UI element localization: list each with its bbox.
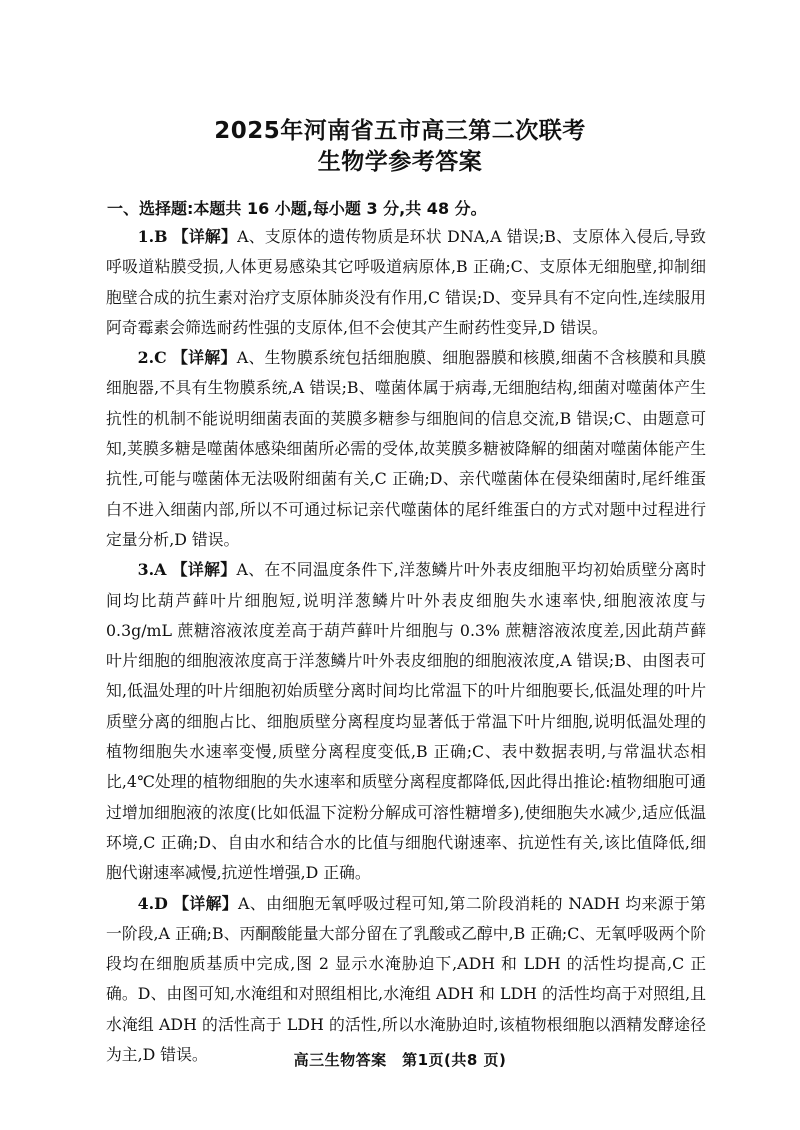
answer-item [106,555,706,888]
answer-text: A、支原体的遗传物质是环状 DNA,A 错误;B、支原体入侵后,导致呼吸道粘膜受损,人体更易感染其它呼吸道病原体,B 正确;C、支原体无细胞壁,抑制细胞壁合成的抗生素对治疗支原体肺炎没有作用,C 错误;D、变异具有不定向性,连续服用阿奇霉素会筛选耐药性强的支原体,但不会使其产生耐药性变异,D 错误。 [106,227,706,337]
answer-text: A、在不同温度条件下,洋葱鳞片叶外表皮细胞平均初始质壁分离时间均比葫芦藓叶片细胞短,说明洋葱鳞片叶外表皮细胞失水速率快,细胞液浓度与0.3g/mL 蔗糖溶液浓度差高于葫芦藓叶片细胞与 0.3% 蔗糖溶液浓度差,因此葫芦藓叶片细胞的细胞液浓度高于洋葱鳞片叶外表皮细胞的细胞液浓度,A 错误;B、由图表可知,低温处理的叶片细胞初始质壁分离时间均比常温下的叶片细胞要长,低温处理的叶片质壁分离的细胞占比、细胞质壁分离程度均显著低于常温下叶片细胞,说明低温处理的植物细胞失水速率变慢,质壁分离程度变低,B 正确;C、表中数据表明,与常温状态相比,4℃处理的植物细胞的失水速率和质壁分离程度都降低,因此得出推论:植物细胞可通过增加细胞液的浓度(比如低温下淀粉分解成可溶性糖增多),使细胞失水减少,适应低温环境,C 正确;D、自由水和结合水的比值与细胞代谢速率、抗逆性有关,该比值降低,细胞代谢速率减慢,抗逆性增强,D 正确。 [106,560,706,883]
answer-tag: 【详解】 [173,893,238,913]
answer-item [106,889,706,1071]
answer-number: 4.D [137,893,168,913]
answer-number: 3.A [137,560,167,580]
answer-item [106,343,706,555]
answer-tag: 【详解】 [172,227,238,246]
answer-number: 2.C [137,348,167,368]
answer-tag: 【详解】 [171,560,237,580]
page-footer: 高三生物答案 第1页(共8 页) [293,1051,507,1069]
section-heading: 一、选择题:本题共 16 小题,每小题 3 分,共 48 分。 [107,199,487,218]
answer-item [106,222,706,343]
answer-number: 1.B [137,227,168,246]
answer-body [106,222,706,1070]
answer-text: A、生物膜系统包括细胞膜、细胞器膜和核膜,细菌不含核膜和具膜细胞器,不具有生物膜系统,A 错误;B、噬菌体属于病毒,无细胞结构,细菌对噬菌体产生抗性的机制不能说明细菌表面的荚膜多糖参与细胞间的信息交流,B 错误;C、由题意可知,荚膜多糖是噬菌体感染细菌所必需的受体,故荚膜多糖被降解的细菌对噬菌体能产生抗性,可能与噬菌体无法吸附细菌有关,C 正确;D、亲代噬菌体在侵染细菌时,尾纤维蛋白不进入细菌内部,所以不可通过标记亲代噬菌体的尾纤维蛋白的方式对题中过程进行定量分析,D 错误。 [106,348,706,549]
document-title: 2025年河南省五市高三第二次联考 [214,118,586,144]
answer-tag: 【详解】 [172,348,237,368]
document-subtitle: 生物学参考答案 [317,149,483,175]
answer-text: A、由细胞无氧呼吸过程可知,第二阶段消耗的 NADH 均来源于第一阶段,A 正确;B、丙酮酸能量大部分留在了乳酸或乙醇中,B 正确;C、无氧呼吸两个阶段均在细胞质基质中完成,图 2 显示水淹胁迫下,ADH 和 LDH 的活性均提高,C 正确。D、由图可知,水淹组和对照组相比,水淹组 ADH 和 LDH 的活性均高于对照组,且水淹组 ADH 的活性高于 LDH 的活性,所以水淹胁迫时,该植物根细胞以酒精发酵途径为主,D 错误。 [106,893,706,1065]
